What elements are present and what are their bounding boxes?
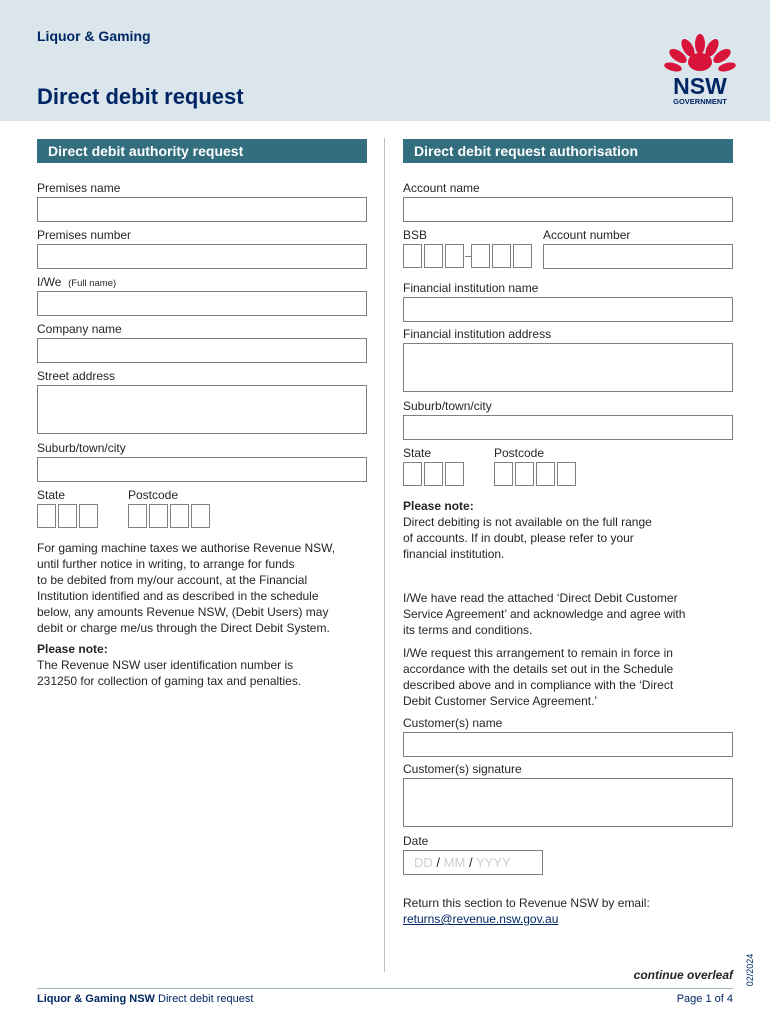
right-note-heading: Please note: bbox=[403, 499, 474, 513]
customer-signature-label: Customer(s) signature bbox=[403, 762, 522, 776]
section-heading-authority: Direct debit authority request bbox=[37, 139, 367, 163]
account-name-input[interactable] bbox=[403, 197, 733, 222]
bsb-cell[interactable] bbox=[424, 244, 443, 268]
postcode-cell[interactable] bbox=[191, 504, 210, 528]
agreement-read-paragraph bbox=[403, 590, 738, 638]
version-date: 02/2024 bbox=[745, 953, 755, 987]
bsb-cell[interactable] bbox=[492, 244, 511, 268]
footer-title bbox=[37, 993, 253, 1005]
page-number: Page 1 of 4 bbox=[676, 993, 733, 1005]
read-line: its terms and conditions. bbox=[403, 623, 533, 637]
state-cell[interactable] bbox=[37, 504, 56, 528]
fi-postcode-label: Postcode bbox=[494, 446, 545, 460]
state-cell[interactable] bbox=[79, 504, 98, 528]
return-email-link[interactable]: returns@revenue.nsw.gov.au bbox=[403, 912, 559, 926]
customer-signature-input[interactable] bbox=[403, 778, 733, 827]
date-mm-placeholder: MM bbox=[443, 855, 466, 870]
request-line: Debit Customer Service Agreement.’ bbox=[403, 694, 598, 708]
premises-number-input[interactable] bbox=[37, 244, 367, 269]
note-line: 231250 for collection of gaming tax and penalties. bbox=[37, 674, 302, 688]
left-note-heading: Please note: bbox=[37, 642, 108, 656]
logo-text: NSW bbox=[673, 73, 727, 99]
account-number-input[interactable] bbox=[543, 244, 733, 269]
fi-postcode-cell[interactable] bbox=[494, 462, 513, 486]
fi-state-cell[interactable] bbox=[424, 462, 443, 486]
department-name: Liquor & Gaming bbox=[37, 28, 151, 44]
date-dd-placeholder: DD bbox=[414, 855, 433, 870]
note-line: The Revenue NSW user identification number is bbox=[37, 658, 294, 672]
premises-name-input[interactable] bbox=[37, 197, 367, 222]
date-input[interactable] bbox=[403, 850, 543, 875]
street-address-label: Street address bbox=[37, 369, 116, 383]
fi-name-label: Financial institution name bbox=[403, 281, 539, 295]
suburb-label: Suburb/town/city bbox=[37, 441, 126, 455]
authority-line: below, any amounts Revenue NSW, (Debit Users) may bbox=[37, 605, 329, 619]
fi-state-cell[interactable] bbox=[445, 462, 464, 486]
fi-suburb-label: Suburb/town/city bbox=[403, 399, 492, 413]
request-line: described above and in compliance with the ‘Direct bbox=[403, 678, 674, 692]
postcode-cell[interactable] bbox=[128, 504, 147, 528]
fi-postcode-cell[interactable] bbox=[515, 462, 534, 486]
state-label: State bbox=[37, 488, 66, 502]
authority-line: For gaming machine taxes we authorise Revenue NSW, bbox=[37, 541, 336, 555]
date-yyyy-placeholder: YYYY bbox=[475, 855, 511, 870]
postcode-cell[interactable] bbox=[170, 504, 189, 528]
street-address-input[interactable] bbox=[37, 385, 367, 434]
bsb-label: BSB bbox=[403, 228, 428, 242]
premises-name-label: Premises name bbox=[37, 181, 121, 195]
full-name-hint: (Full name) bbox=[68, 278, 117, 289]
suburb-input[interactable] bbox=[37, 457, 367, 482]
column-divider bbox=[384, 138, 385, 972]
right-note-text bbox=[403, 514, 738, 562]
footer-doc-name: Direct debit request bbox=[158, 993, 254, 1005]
full-name-input[interactable] bbox=[37, 291, 367, 316]
premises-number-label: Premises number bbox=[37, 228, 132, 242]
fi-postcode-cell[interactable] bbox=[557, 462, 576, 486]
company-name-input[interactable] bbox=[37, 338, 367, 363]
bsb-cell[interactable] bbox=[403, 244, 422, 268]
request-line: accordance with the details set out in the Schedule bbox=[403, 662, 674, 676]
authority-paragraph bbox=[37, 540, 377, 636]
bsb-cell[interactable] bbox=[513, 244, 532, 268]
read-line: I/We have read the attached ‘Direct Debit Customer bbox=[403, 591, 678, 605]
footer-brand: Liquor & Gaming NSW bbox=[37, 993, 155, 1005]
date-separator: / bbox=[436, 855, 441, 870]
date-label: Date bbox=[403, 834, 429, 848]
waratah-icon bbox=[664, 34, 736, 73]
section-heading-authorisation: Direct debit request authorisation bbox=[403, 139, 733, 163]
footer-divider bbox=[37, 988, 733, 989]
logo-subtext: GOVERNMENT bbox=[673, 97, 727, 106]
state-cell[interactable] bbox=[58, 504, 77, 528]
authority-line: debit or charge me/us through the Direct Debit System. bbox=[37, 621, 330, 635]
fi-postcode-cell[interactable] bbox=[536, 462, 555, 486]
arrangement-request-paragraph bbox=[403, 645, 738, 709]
return-instruction: Return this section to Revenue NSW by email: bbox=[403, 896, 650, 910]
account-number-label: Account number bbox=[543, 228, 631, 242]
authority-line: to be debited from my/our account, at the Financial bbox=[37, 573, 308, 587]
fi-address-label: Financial institution address bbox=[403, 327, 552, 341]
request-line: I/We request this arrangement to remain in force in bbox=[403, 646, 673, 660]
bsb-cell[interactable] bbox=[471, 244, 490, 268]
note-line: financial institution. bbox=[403, 547, 505, 561]
postcode-cell[interactable] bbox=[149, 504, 168, 528]
authority-line: Institution identified and as described in the schedule bbox=[37, 589, 319, 603]
customer-name-label: Customer(s) name bbox=[403, 716, 503, 730]
postcode-label: Postcode bbox=[128, 488, 179, 502]
note-line: of accounts. If in doubt, please refer to your bbox=[403, 531, 634, 545]
left-note-text bbox=[37, 657, 377, 689]
nsw-government-logo bbox=[664, 34, 736, 106]
iwe-label: I/We bbox=[37, 275, 62, 289]
fi-name-input[interactable] bbox=[403, 297, 733, 322]
customer-name-input[interactable] bbox=[403, 732, 733, 757]
fi-state-cell[interactable] bbox=[403, 462, 422, 486]
date-separator: / bbox=[468, 855, 473, 870]
company-name-label: Company name bbox=[37, 322, 122, 336]
bsb-cell[interactable] bbox=[445, 244, 464, 268]
read-line: Service Agreement’ and acknowledge and agree with bbox=[403, 607, 686, 621]
fi-state-label: State bbox=[403, 446, 432, 460]
fi-address-input[interactable] bbox=[403, 343, 733, 392]
note-line: Direct debiting is not available on the full range bbox=[403, 515, 652, 529]
account-name-label: Account name bbox=[403, 181, 480, 195]
full-name-label bbox=[37, 275, 116, 289]
fi-suburb-input[interactable] bbox=[403, 415, 733, 440]
continue-overleaf: continue overleaf bbox=[633, 968, 733, 982]
page-title: Direct debit request bbox=[37, 84, 244, 109]
authority-line: until further notice in writing, to arrange for funds bbox=[37, 557, 295, 571]
